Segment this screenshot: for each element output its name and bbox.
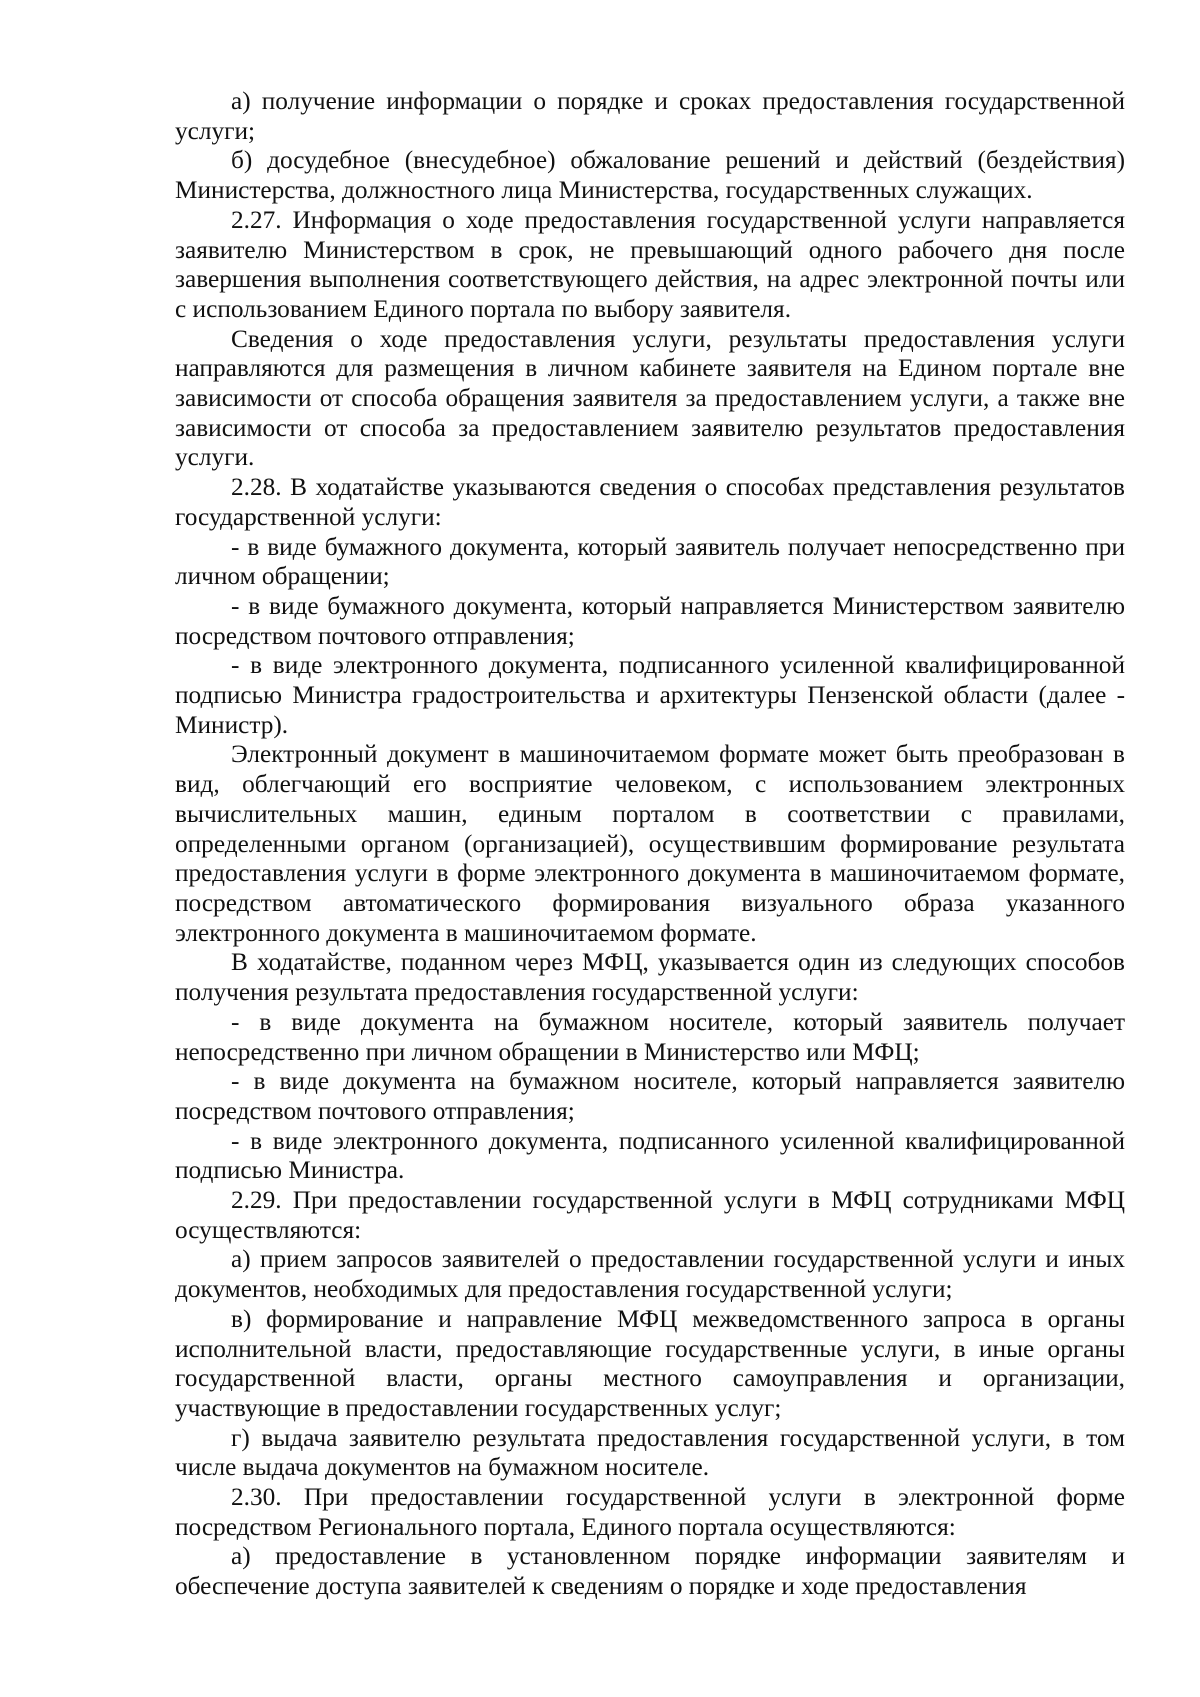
paragraph-2-28: 2.28. В ходатайстве указываются сведения о способах представления результатов государственной услуги: (175, 473, 1125, 531)
list-item-paper-mail: - в виде бумажного документа, который направляется Министерством заявителю посредством почтового отправления; (175, 591, 1125, 650)
list-item-mfc-electronic: - в виде электронного документа, подписанного усиленной квалифицированной подписью Министра. (175, 1126, 1125, 1185)
paragraph-mfc-petition: В ходатайстве, поданном через МФЦ, указывается один из следующих способов получения результата предоставления государственной услуги: (175, 948, 1125, 1007)
list-item-mfc-paper-mail: - в виде документа на бумажном носителе, который направляется заявителю посредством почтового отправления; (175, 1067, 1125, 1125)
list-item-paper-personal: - в виде бумажного документа, который заявитель получает непосредственно при личном обращении; (175, 532, 1125, 591)
document-page (175, 87, 1125, 1602)
paragraph-g-issuance: г) выдача заявителю результата предоставления государственной услуги, в том числе выдача документов на бумажном носителе. (175, 1423, 1125, 1482)
paragraph-progress-info: Сведения о ходе предоставления услуги, результаты предоставления услуги направляются для размещения в личном кабинете заявителя на Едином портале вне зависимости от способа обращения заявителя за предоставлением услуги, а также вне зависимости от способа за предоставлением заявителю результатов предоставления услуги. (175, 324, 1125, 472)
paragraph-a-requests: а) прием запросов заявителей о предоставлении государственной услуги и иных документов, необходимых для предоставления государственной услуги; (175, 1245, 1125, 1304)
paragraph-2-27: 2.27. Информация о ходе предоставления государственной услуги направляется заявителю Министерством в срок, не превышающий одного рабочего дня после завершения выполнения соответствующего действия, на адрес электронной почты или с использованием Единого портала по выбору заявителя. (175, 205, 1125, 323)
paragraph-2-30: 2.30. При предоставлении государственной услуги в электронной форме посредством Регионального портала, Единого портала осуществляются: (175, 1483, 1125, 1541)
paragraph-2-29: 2.29. При предоставлении государственной услуги в МФЦ сотрудниками МФЦ осуществляются: (175, 1186, 1125, 1244)
paragraph-a-provision: а) предоставление в установленном порядке информации заявителям и обеспечение доступа заявителей к сведениям о порядке и ходе предоставления (175, 1542, 1125, 1601)
paragraph-b-appeal: б) досудебное (внесудебное) обжалование решений и действий (бездействия) Министерства, должностного лица Министерства, государственных служащих. (175, 146, 1125, 205)
paragraph-a-info: а) получение информации о порядке и сроках предоставления государственной услуги; (175, 87, 1125, 145)
paragraph-v-interagency: в) формирование и направление МФЦ межведомственного запроса в органы исполнительной власти, предоставляющие государственные услуги, в иные органы государственной власти, органы местного самоуправления и организации, участвующие в предоставлении государственных услуг; (175, 1304, 1125, 1422)
list-item-electronic: - в виде электронного документа, подписанного усиленной квалифицированной подписью Министра градостроительства и архитектуры Пензенской области (далее - Министр). (175, 651, 1125, 739)
paragraph-machine-readable: Электронный документ в машиночитаемом формате может быть преобразован в вид, облегчающий его восприятие человеком, с использованием электронных вычислительных машин, единым порталом в соответствии с правилами, определенными органом (организацией), осуществившим формирование результата предоставления услуги в форме электронного документа в машиночитаемом формате, посредством автоматического формирования визуального образа указанного электронного документа в машиночитаемом формате. (175, 740, 1125, 947)
list-item-mfc-paper-personal: - в виде документа на бумажном носителе, который заявитель получает непосредственно при личном обращении в Министерство или МФЦ; (175, 1007, 1125, 1066)
